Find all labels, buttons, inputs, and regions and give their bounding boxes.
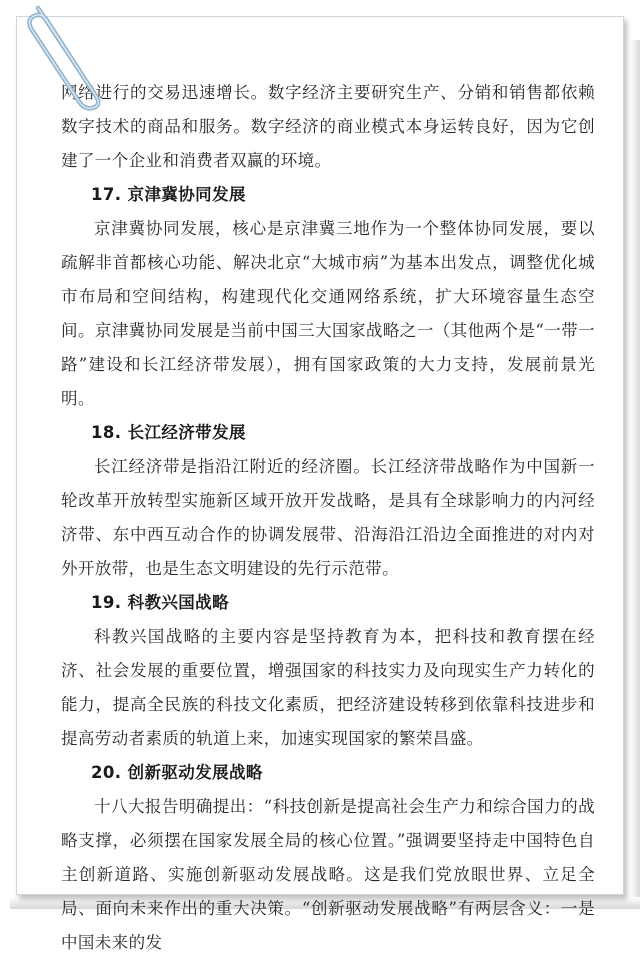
paragraph-18: 长江经济带是指沿江附近的经济圈。长江经济带战略作为中国新一轮改革开放转型实施新区域开放开发战略，是具有全球影响力的内河经济带、东中西互动合作的协调发展带、沿海沿江沿边全面推进的对内对外开放带，也是生态文明建设的先行示范带。	[61, 457, 595, 578]
heading-20: 20. 创新驱动发展战略	[91, 763, 263, 782]
heading-19: 19. 科教兴国战略	[91, 593, 229, 612]
paperclip-icon	[18, 0, 108, 110]
document-body	[61, 76, 595, 960]
heading-17: 17. 京津冀协同发展	[91, 185, 246, 204]
paragraph-17: 京津冀协同发展，核心是京津冀三地作为一个整体协同发展，要以疏解非首都核心功能、解决北京“大城市病”为基本出发点，调整优化城市布局和空间结构，构建现代化交通网络系统，扩大环境容量生态空间。京津冀协同发展是当前中国三大国家战略之一（其他两个是“一带一路”建设和长江经济带发展），拥有国家政策的大力支持，发展前景光明。	[61, 219, 595, 408]
paragraph-19: 科教兴国战略的主要内容是坚持教育为本，把科技和教育摆在经济、社会发展的重要位置，增强国家的科技实力及向现实生产力转化的能力，提高全民族的科技文化素质，把经济建设转移到依靠科技进步和提高劳动者素质的轨道上来，加速实现国家的繁荣昌盛。	[61, 627, 595, 748]
paragraph-20: 十八大报告明确提出：“科技创新是提高社会生产力和综合国力的战略支撑，必须摆在国家发展全局的核心位置。”强调要坚持走中国特色自主创新道路、实施创新驱动发展战略。这是我们党放眼世界、立足全局、面向未来作出的重大决策。“创新驱动发展战略”有两层含义：一是中国未来的发	[61, 797, 595, 952]
page-shadow-right	[630, 40, 640, 909]
paragraph-continuation: 网络进行的交易迅速增长。数字经济主要研究生产、分销和销售都依赖数字技术的商品和服务。数字经济的商业模式本身运转良好，因为它创建了一个企业和消费者双赢的环境。	[61, 83, 595, 170]
heading-18: 18. 长江经济带发展	[91, 423, 246, 442]
document-page	[16, 16, 624, 952]
